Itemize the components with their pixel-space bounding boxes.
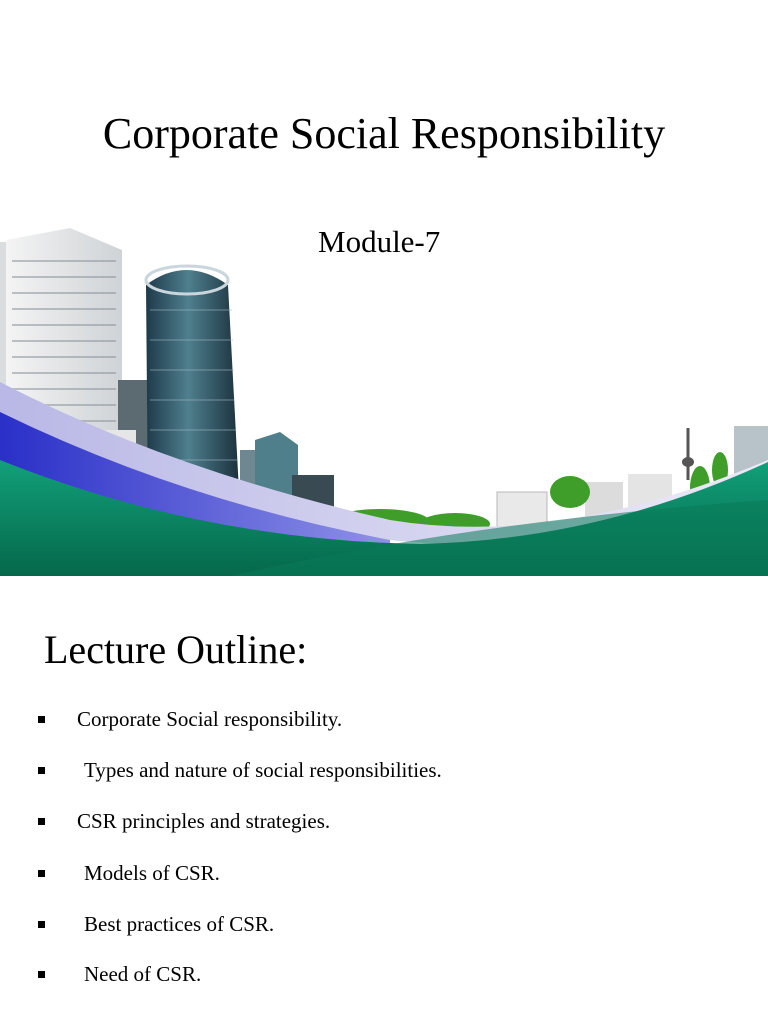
- list-item: [38, 858, 220, 888]
- bullet-text: Need of CSR.: [84, 962, 202, 986]
- square-bullet-icon: [38, 818, 45, 825]
- list-item: [38, 755, 442, 785]
- outline-heading: Lecture Outline:: [44, 627, 308, 672]
- list-item: [38, 959, 201, 989]
- square-bullet-icon: [38, 870, 45, 877]
- bullet-text: CSR principles and strategies.: [77, 809, 331, 833]
- square-bullet-icon: [38, 921, 45, 928]
- list-item: [38, 909, 274, 939]
- bullet-text: Types and nature of social responsibilities.: [84, 758, 442, 782]
- square-bullet-icon: [38, 767, 45, 774]
- list-item: [38, 806, 330, 836]
- slide-subtitle: Module-7: [318, 224, 441, 259]
- bullet-text: Corporate Social responsibility.: [77, 707, 343, 731]
- square-bullet-icon: [38, 716, 45, 723]
- bullet-text: Models of CSR.: [84, 861, 220, 885]
- outline-slide: [0, 576, 768, 1024]
- square-bullet-icon: [38, 971, 45, 978]
- list-item: [38, 704, 342, 734]
- bullet-text: Best practices of CSR.: [84, 912, 275, 936]
- slide-title: Corporate Social Responsibility: [102, 109, 666, 158]
